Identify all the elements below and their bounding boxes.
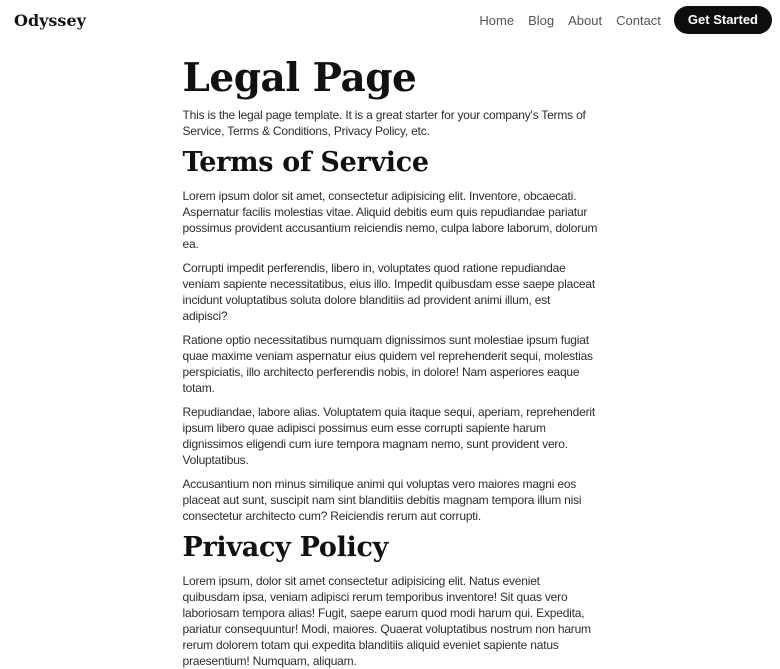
terms-of-service-heading: Terms of Service	[182, 147, 429, 178]
terms-paragraph: Lorem ipsum dolor sit amet, consectetur adipisicing elit. Inventore, obcaecati. Aspernatur facilis molestias vitae. Aliquid debitis eum quis repudiandae pariatur possimus provident accusantium reiciendis nemo, culpa labore laborum, dolorum ea.	[182, 189, 598, 251]
privacy-policy-heading: Privacy Policy	[182, 532, 389, 563]
terms-paragraph: Repudiandae, labore alias. Voluptatem quia itaque sequi, aperiam, reprehenderit ipsum libero quae adipisci possimus eum esse corrupti sapiente harum dignissimos eligendi cum iure tempora magnam nemo, sunt provident vero. Voluptatibus.	[182, 405, 595, 467]
get-started-button[interactable]: Get Started	[674, 6, 772, 34]
section-terms-of-service	[183, 147, 598, 524]
page-intro: This is the legal page template. It is a great starter for your company's Terms of Service, Terms & Conditions, Privacy Policy, etc.	[182, 108, 586, 138]
terms-paragraph: Accusantium non minus similique animi qui voluptas vero maiores magni eos placeat aut sunt, suscipit nam sint blanditiis debitis magnam tempora illum nisi consectetur architecto cum? Reiciendis rerum aut corrupti.	[182, 477, 582, 523]
page-title: Legal Page	[182, 55, 417, 101]
nav-link-blog[interactable]: Blog	[528, 12, 555, 28]
terms-paragraph: Ratione optio necessitatibus numquam dignissimos sunt molestiae ipsum fugiat quae maxime veniam aspernatur eius quidem vel reprehenderit sequi, molestias perspiciatis, illo architecto perferendis nobis, in dolore! Nam asperiores eaque totam.	[182, 333, 593, 395]
main-nav	[479, 13, 661, 28]
section-privacy-policy	[183, 532, 598, 669]
main-content	[183, 40, 598, 669]
privacy-paragraph: Lorem ipsum, dolor sit amet consectetur adipisicing elit. Natus eveniet quibusdam ipsa, veniam adipisci rerum temporibus inventore! Sit quas vero laboriosam tempora alias! Fugit, saepe earum quod modi harum qui. Expedita, pariatur consequuntur! Modi, maiores. Quaerat voluptatibus nostrum non harum rerum dolorem totam qui expedita blanditiis aliquid eveniet sapiente natus praesentium! Numquam, aliquam.	[182, 574, 591, 668]
nav-link-about[interactable]: About	[568, 12, 603, 28]
nav-link-contact[interactable]: Contact	[616, 12, 661, 28]
site-logo[interactable]: Odyssey	[14, 10, 86, 30]
header-right	[479, 6, 772, 34]
site-header	[0, 0, 780, 40]
nav-link-home[interactable]: Home	[479, 12, 515, 28]
terms-paragraph: Corrupti impedit perferendis, libero in, voluptates quod ratione repudiandae veniam sapiente necessitatibus, eius illo. Impedit quibusdam esse saepe placeat incidunt voluptatibus soluta dolore blanditiis ad provident animi illum, est adipisci?	[182, 261, 595, 323]
